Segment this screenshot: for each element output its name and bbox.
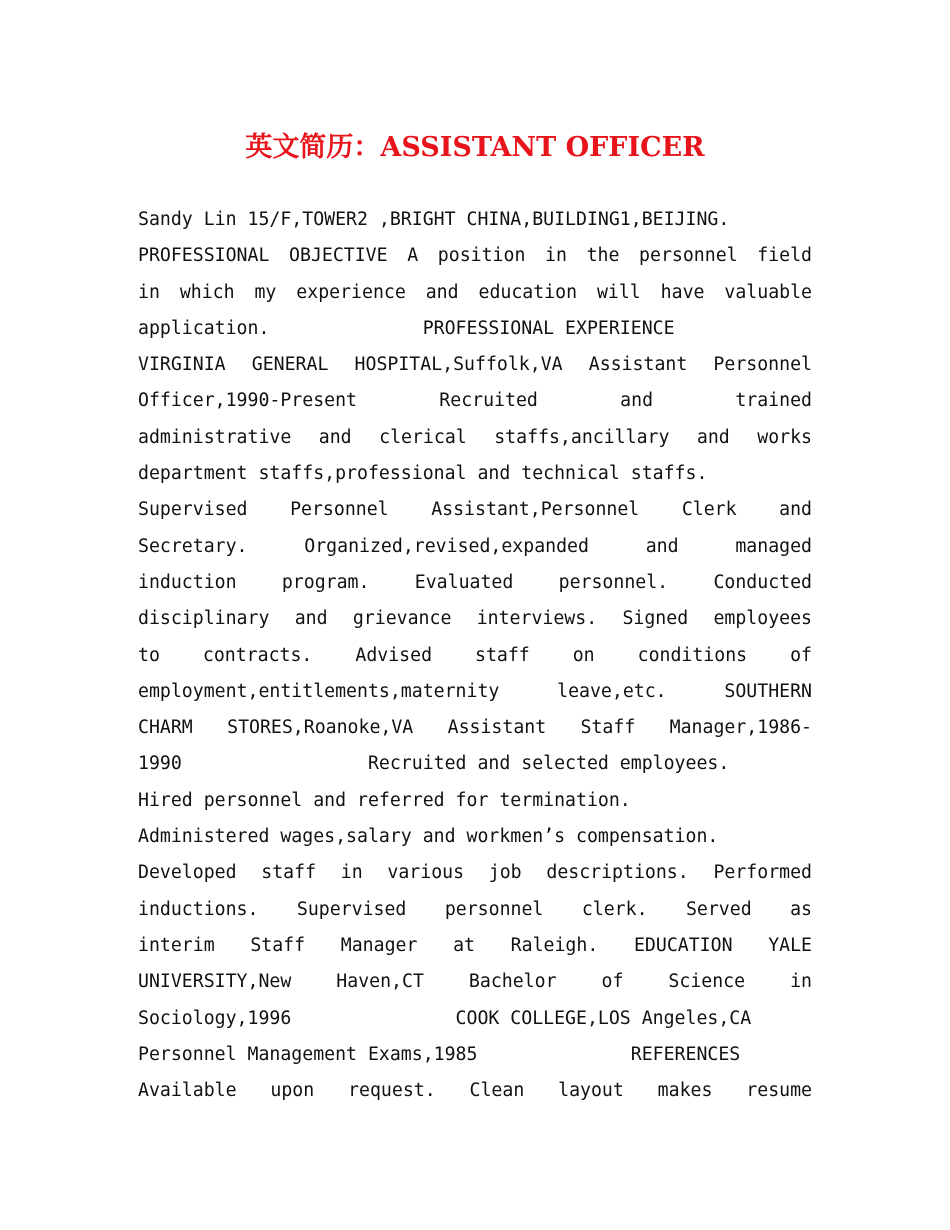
resume-body bbox=[138, 202, 812, 1109]
resume-line: inductions. Supervised personnel clerk. Served as bbox=[138, 898, 812, 920]
resume-line: Sociology,1996 COOK COLLEGE,LOS Angeles,CA bbox=[138, 1007, 752, 1029]
resume-line: Developed staff in various job descriptions. Performed bbox=[138, 862, 812, 884]
resume-line: Available upon request. Clean layout makes resume bbox=[138, 1080, 812, 1102]
resume-line: UNIVERSITY,New Haven,CT Bachelor of Science in bbox=[138, 971, 812, 993]
resume-line: induction program. Evaluated personnel. Conducted bbox=[138, 571, 812, 593]
resume-line: administrative and clerical staffs,ancillary and works bbox=[138, 426, 812, 448]
resume-line: Personnel Management Exams,1985 REFERENCES bbox=[138, 1043, 741, 1065]
resume-line: Hired personnel and referred for termination. bbox=[138, 789, 631, 811]
resume-line: Officer,1990-Present Recruited and trained bbox=[138, 390, 812, 412]
resume-line: in which my experience and education will have valuable bbox=[138, 281, 812, 303]
resume-line: to contracts. Advised staff on conditions of bbox=[138, 644, 812, 666]
resume-line: disciplinary and grievance interviews. Signed employees bbox=[138, 608, 812, 630]
resume-line: Secretary. Organized,revised,expanded and managed bbox=[138, 535, 812, 557]
document-title: 英文简历：ASSISTANT OFFICER bbox=[245, 132, 705, 163]
resume-line: interim Staff Manager at Raleigh. EDUCATION YALE bbox=[138, 934, 812, 956]
resume-line: CHARM STORES,Roanoke,VA Assistant Staff Manager,1986- bbox=[138, 717, 812, 739]
resume-line: employment,entitlements,maternity leave,etc. SOUTHERN bbox=[138, 680, 812, 702]
resume-line: application. PROFESSIONAL EXPERIENCE bbox=[138, 317, 675, 339]
resume-line: Sandy Lin 15/F,TOWER2 ,BRIGHT CHINA,BUILDING1,BEIJING. bbox=[138, 209, 730, 230]
resume-line: department staffs,professional and technical staffs. bbox=[138, 463, 708, 485]
resume-line: VIRGINIA GENERAL HOSPITAL,Suffolk,VA Assistant Personnel bbox=[138, 354, 812, 376]
resume-line: Supervised Personnel Assistant,Personnel Clerk and bbox=[138, 499, 812, 521]
resume-line: Administered wages,salary and workmen’s compensation. bbox=[138, 826, 719, 848]
resume-line: PROFESSIONAL OBJECTIVE A position in the personnel field bbox=[138, 245, 812, 267]
resume-line: 1990 Recruited and selected employees. bbox=[138, 753, 730, 775]
